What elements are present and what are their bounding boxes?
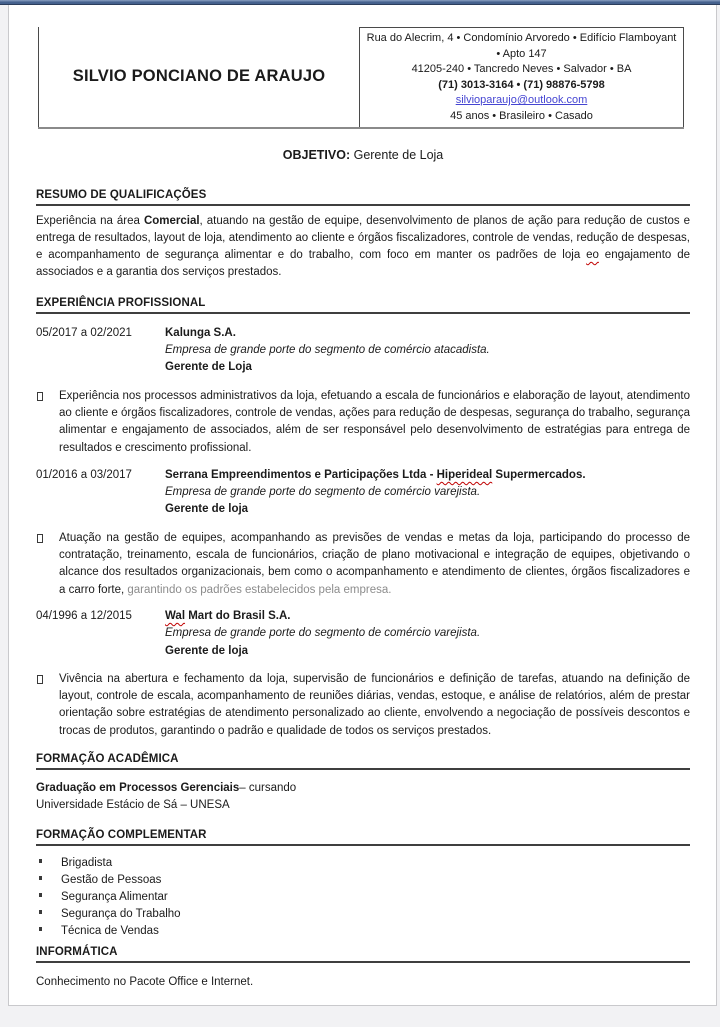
- small-bullet-icon: [39, 910, 42, 914]
- job-entry-2: [36, 467, 690, 599]
- resume-page: [8, 5, 717, 1006]
- section-complementary: [36, 829, 690, 940]
- small-bullet-icon: [39, 893, 42, 897]
- job-role: Gerente de Loja: [165, 361, 252, 374]
- job-company-description: Empresa de grande porte do segmento de comércio varejista.: [165, 627, 481, 640]
- job-role: Gerente de loja: [165, 644, 249, 657]
- section-title-complementary: FORMAÇÃO COMPLEMENTAR: [36, 828, 207, 841]
- university-line: Universidade Estácio de Sá – UNESA: [36, 799, 230, 812]
- spellcheck-word: Hiperideal: [436, 468, 493, 481]
- city-line: 41205-240 • Tancredo Neves • Salvador • BA: [411, 63, 632, 76]
- gray-text: garantindo os padrões estabelecidos pela empresa.: [127, 583, 392, 596]
- section-experience: [36, 297, 690, 740]
- candidate-name: SILVIO PONCIANO DE ARAUJO: [72, 67, 326, 86]
- job-company: Wal Mart do Brasil S.A.: [165, 609, 291, 622]
- small-bullet-icon: [39, 927, 42, 931]
- square-bullet-icon: [37, 534, 43, 543]
- section-title-it: INFORMÁTICA: [36, 945, 118, 958]
- qualifications-paragraph: Experiência na área Comercial, atuando na gestão de equipe, desenvolvimento de planos de ação para redução de custos e entrega de resultados, layout de loja, atendimento ao cliente e órgãos fiscalizadores, controle de vendas, redução de despesas, e acompanhamento de segurança alimentar e do trabalho, com foco em manter os padrões de loja eo engajamento de associados e a garantia dos serviços prestados.: [36, 214, 690, 279]
- personal-line: 45 anos • Brasileiro • Casado: [450, 109, 593, 122]
- job-bullet: Experiência nos processos administrativos da loja, efetuando a escala de funcionários e elaboração de layout, atendimento ao cliente e órgãos fiscalizadores, controle de vendas, ações para redução de despesas, segurança do trabalho, segurança alimentar e engajamento de associados, além de ser responsável pelo desenvolvimento de estratégias para entrega de resultados e crescimento profissional.: [36, 388, 690, 457]
- small-bullet-icon: [39, 859, 42, 863]
- phone-line: (71) 3013-3164 • (71) 98876-5798: [438, 78, 605, 91]
- section-rule: [36, 312, 690, 314]
- section-title-experience: EXPERIÊNCIA PROFISSIONAL: [36, 296, 206, 309]
- section-rule: [36, 204, 690, 206]
- job-entry-1: [36, 325, 690, 457]
- list-item: Brigadista: [36, 855, 690, 872]
- job-entry-3: [36, 608, 690, 740]
- small-bullet-icon: [39, 876, 42, 880]
- section-education: [36, 753, 690, 815]
- degree-line: Graduação em Processos Gerenciais– cursando: [36, 781, 297, 794]
- section-title-education: FORMAÇÃO ACADÊMICA: [36, 752, 179, 765]
- objective-label: OBJETIVO:: [282, 147, 351, 162]
- contact-cell: [359, 27, 684, 127]
- job-company: Kalunga S.A.: [165, 326, 236, 339]
- section-qualifications: [36, 189, 690, 282]
- spellcheck-word: Wal: [165, 609, 186, 622]
- job-company-description: Empresa de grande porte do segmento de comércio atacadista.: [165, 344, 490, 357]
- address-line: Rua do Alecrim, 4 • Condomínio Arvoredo • Edifício Flamboyant • Apto 147: [366, 32, 677, 60]
- complementary-list: [36, 855, 690, 940]
- section-rule: [36, 844, 690, 846]
- objective-value: Gerente de Loja: [350, 147, 444, 162]
- job-role: Gerente de loja: [165, 503, 249, 516]
- job-bullet: Atuação na gestão de equipes, acompanhando as previsões de vendas e metas da loja, participando do processo de contratação, treinamento, escala de funcionários, criação de plano motivacional e integração de equipes, objetivando o alcance dos resultados organizacionais, bem como o acompanhamento e atendimento de clientes, órgãos fiscalizadores e a carro forte, garantindo os padrões estabelecidos pela empresa.: [36, 530, 690, 599]
- email-link[interactable]: silvioparaujo@outlook.com: [455, 94, 588, 107]
- list-item: Segurança do Trabalho: [36, 906, 690, 923]
- it-text: Conhecimento no Pacote Office e Internet.: [36, 975, 254, 988]
- square-bullet-icon: [37, 392, 43, 401]
- section-rule: [36, 961, 690, 963]
- section-title-qualifications: RESUMO DE QUALIFICAÇÕES: [36, 188, 207, 201]
- job-dates: 04/1996 a 12/2015: [36, 609, 132, 622]
- list-item: Segurança Alimentar: [36, 889, 690, 906]
- job-dates: 05/2017 a 02/2021: [36, 326, 132, 339]
- spellcheck-word: eo: [586, 249, 599, 262]
- job-company-description: Empresa de grande porte do segmento de comércio varejista.: [165, 486, 481, 499]
- job-bullet: Vivência na abertura e fechamento da loja, supervisão de funcionários e definição de tarefas, atuando na definição de layout, controle de escala, acompanhamento de reuniões diárias, vendas, estoque, e análise de relatórios, além de prestar orientação sobre estratégias de atendimento personalizado ao cliente, envolvendo a negociação de possíveis descontos e trocas de produtos, garantindo o padrão e qualidade de todos os serviços prestados.: [36, 671, 690, 740]
- square-bullet-icon: [37, 675, 43, 684]
- job-dates: 01/2016 a 03/2017: [36, 468, 132, 481]
- identification-header: [38, 27, 684, 129]
- list-item: Gestão de Pessoas: [36, 872, 690, 889]
- list-item: Técnica de Vendas: [36, 923, 690, 940]
- job-company: Serrana Empreendimentos e Participações Ltda - Hiperideal Supermercados.: [165, 468, 586, 481]
- section-it: [36, 946, 690, 991]
- name-cell: [38, 27, 359, 127]
- objective-line: [36, 148, 690, 162]
- section-rule: [36, 768, 690, 770]
